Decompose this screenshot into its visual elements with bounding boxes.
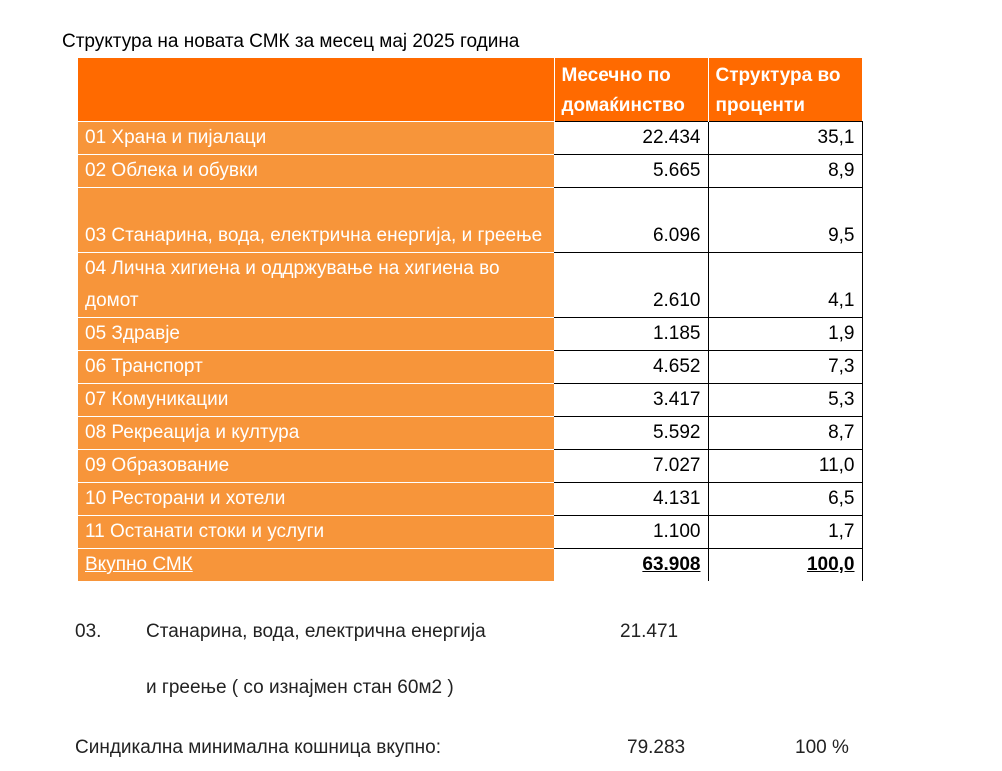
row-label: 09 Образование (78, 450, 554, 483)
note-line2: и греење ( со изнајмен стан 60м2 ) (146, 677, 454, 698)
row-percent: 11,0 (708, 450, 862, 483)
total-percent: 100,0 (708, 549, 862, 582)
row-monthly: 2.610 (554, 253, 708, 318)
page-title: Структура на новата СМК за месец мај 2025 година (62, 31, 520, 52)
header-monthly: Месечно по домаќинство (554, 58, 708, 122)
note-line1-value: 21.471 (620, 621, 679, 642)
row-monthly: 4.131 (554, 483, 708, 516)
row-percent: 35,1 (708, 122, 862, 155)
syndical-label: Синдикална минимална кошница вкупно: (75, 737, 442, 758)
row-monthly: 22.434 (554, 122, 708, 155)
row-label: 05 Здравје (78, 318, 554, 351)
row-percent: 5,3 (708, 384, 862, 417)
row-monthly: 3.417 (554, 384, 708, 417)
table-row (78, 318, 862, 351)
total-monthly: 63.908 (554, 549, 708, 582)
table-row (78, 483, 862, 516)
row-monthly: 4.652 (554, 351, 708, 384)
table-row (78, 417, 862, 450)
row-label: 06 Транспорт (78, 351, 554, 384)
row-percent: 1,7 (708, 516, 862, 549)
row-percent: 6,5 (708, 483, 862, 516)
table-row (78, 253, 862, 318)
total-label: Вкупно СМК (78, 549, 554, 582)
smk-structure-table (78, 58, 863, 581)
table-header-row (78, 58, 862, 122)
row-label: 04 Лична хигиена и оддржување на хигиена во домот (78, 253, 554, 318)
table-row (78, 351, 862, 384)
row-percent: 9,5 (708, 188, 862, 253)
header-empty-cell (78, 58, 554, 122)
table-row (78, 155, 862, 188)
note-line1: Станарина, вода, електрична енергија (146, 621, 486, 642)
row-label: 10 Ресторани и хотели (78, 483, 554, 516)
note-number: 03. (75, 621, 102, 642)
row-label: 03 Станарина, вода, електрична енергија, и греење (78, 188, 554, 253)
row-label: 08 Рекреација и култура (78, 417, 554, 450)
row-percent: 8,9 (708, 155, 862, 188)
row-label: 01 Храна и пијалаци (78, 122, 554, 155)
row-percent: 4,1 (708, 253, 862, 318)
row-monthly: 1.185 (554, 318, 708, 351)
row-monthly: 1.100 (554, 516, 708, 549)
row-label: 07 Комуникации (78, 384, 554, 417)
row-label: 02 Облека и обувки (78, 155, 554, 188)
syndical-value: 79.283 (627, 737, 686, 758)
header-percent: Структура во проценти (708, 58, 862, 122)
row-monthly: 5.665 (554, 155, 708, 188)
row-percent: 7,3 (708, 351, 862, 384)
table-row (78, 122, 862, 155)
table-row (78, 516, 862, 549)
row-monthly: 5.592 (554, 417, 708, 450)
table-row (78, 188, 862, 253)
row-label: 11 Останати стоки и услуги (78, 516, 554, 549)
row-percent: 1,9 (708, 318, 862, 351)
table-row (78, 384, 862, 417)
table-row (78, 450, 862, 483)
row-monthly: 6.096 (554, 188, 708, 253)
row-monthly: 7.027 (554, 450, 708, 483)
row-percent: 8,7 (708, 417, 862, 450)
table-total-row (78, 549, 862, 582)
syndical-percent: 100 % (795, 737, 849, 758)
